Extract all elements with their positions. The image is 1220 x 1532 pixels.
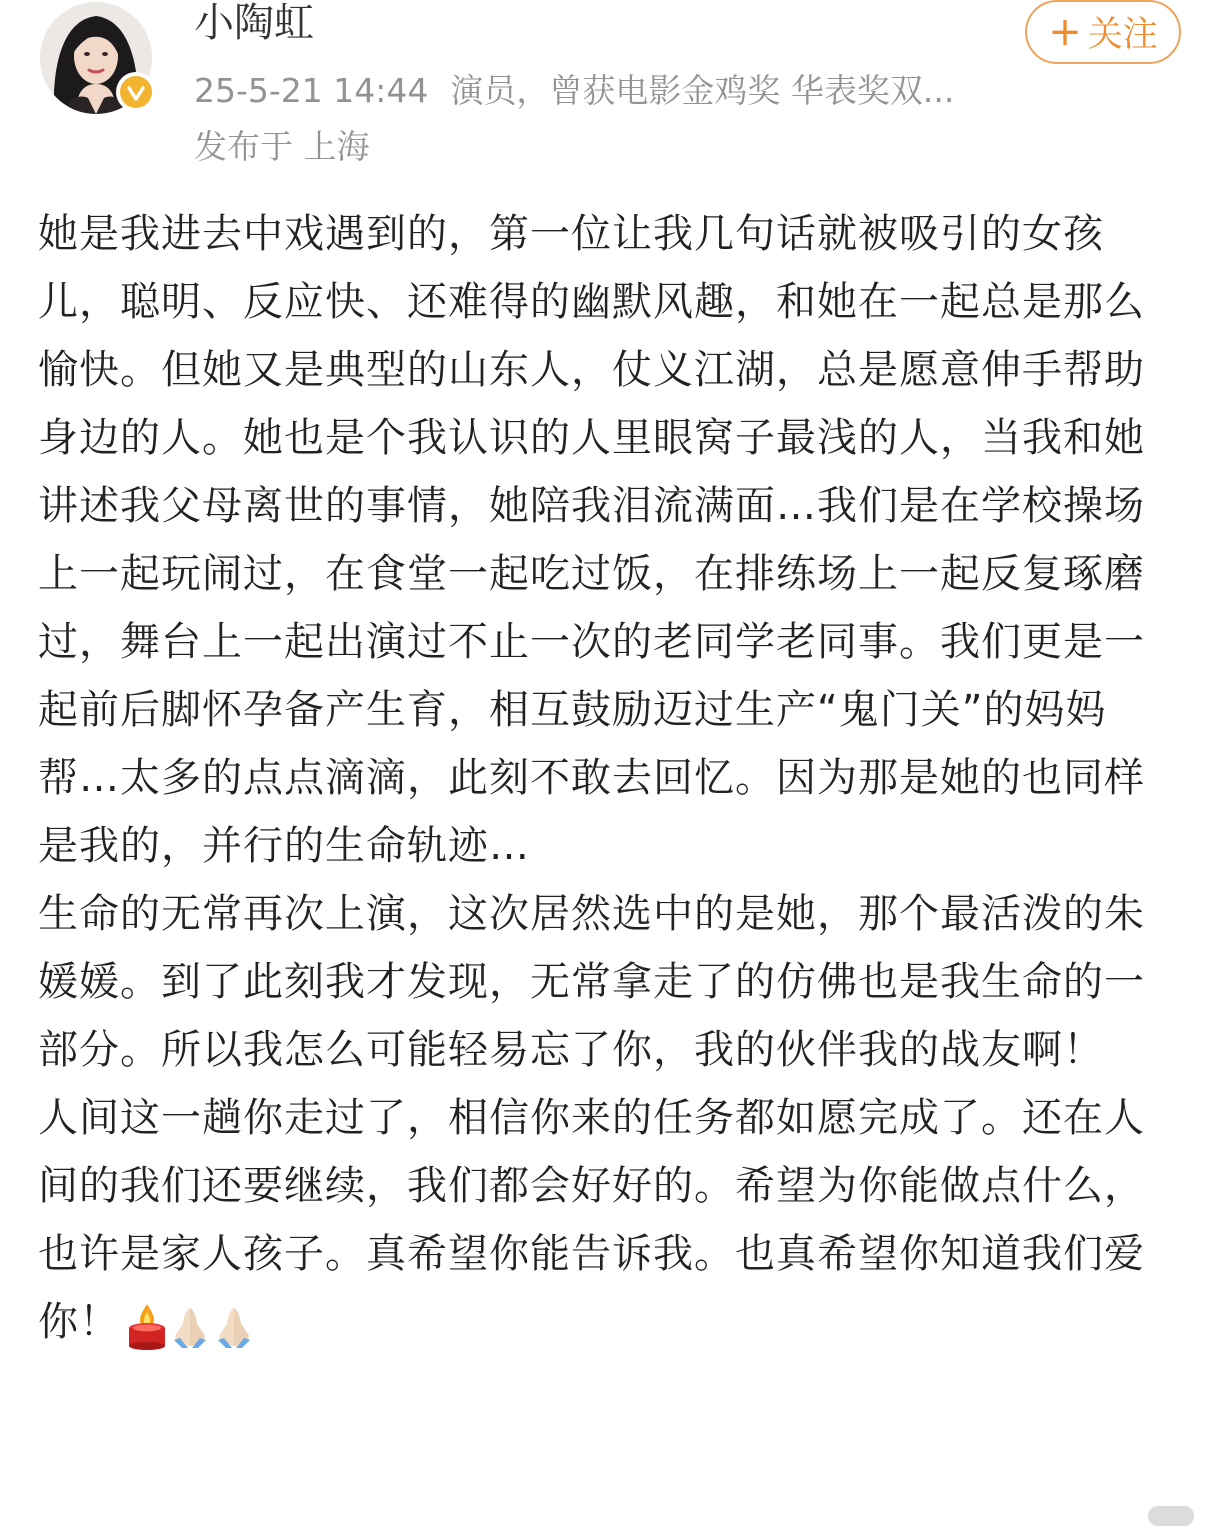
post-paragraph-2: 生命的无常再次上演，这次居然选中的是她，那个最活泼的朱媛媛。到了此刻我才发现，无常拿走了的仿佛也是我生命的一部分。所以我怎么可能轻易忘了你，我的伙伴我的战友啊！ <box>38 891 1145 1073</box>
follow-button[interactable] <box>1025 0 1181 64</box>
post-body <box>38 200 1162 1358</box>
post-paragraph-1: 她是我进去中戏遇到的，第一位让我几句话就被吸引的女孩儿，聪明、反应快、还难得的幽默风趣，和她在一起总是那么愉快。但她又是典型的山东人，仗义江湖，总是愿意伸手帮助身边的人。她也是个我认识的人里眼窝子最浅的人，当我和她讲述我父母离世的事情，她陪我泪流满面…我们是在学校操场上一起玩闹过，在食堂一起吃过饭，在排练场上一起反复琢磨过，舞台上一起出演过不止一次的老同学老同事。我们更是一起前后脚怀孕备产生育，相互鼓励迈过生产“鬼门关”的妈妈帮…太多的点点滴滴，此刻不敢去回忆。因为那是她的也同样是我的，并行的生命轨迹… <box>38 211 1145 869</box>
author-name[interactable]: 小陶虹 <box>194 0 314 46</box>
plus-icon: + <box>1048 9 1082 55</box>
post-header <box>0 0 1220 180</box>
praying-hands-icon <box>168 1302 212 1350</box>
author-bio: 演员，曾获电影金鸡奖 华表奖双... <box>450 71 955 110</box>
candle-icon <box>126 1302 168 1350</box>
follow-label: 关注 <box>1087 15 1158 55</box>
scroll-indicator[interactable] <box>1148 1506 1194 1526</box>
post-timestamp: 25-5-21 14:44 <box>194 71 429 110</box>
emoji-group <box>126 1290 256 1358</box>
post-meta <box>194 70 954 112</box>
verified-icon <box>116 72 156 112</box>
praying-hands-icon <box>212 1302 256 1350</box>
post-paragraph-3 <box>38 1084 1162 1358</box>
post-location: 发布于 上海 <box>194 127 370 166</box>
post-paragraph-3-text: 人间这一趟你走过了，相信你来的任务都如愿完成了。还在人间的我们还要继续，我们都会好好的。希望为你能做点什么，也许是家人孩子。真希望你能告诉我。也真希望你知道我们爱你！ <box>38 1095 1145 1345</box>
